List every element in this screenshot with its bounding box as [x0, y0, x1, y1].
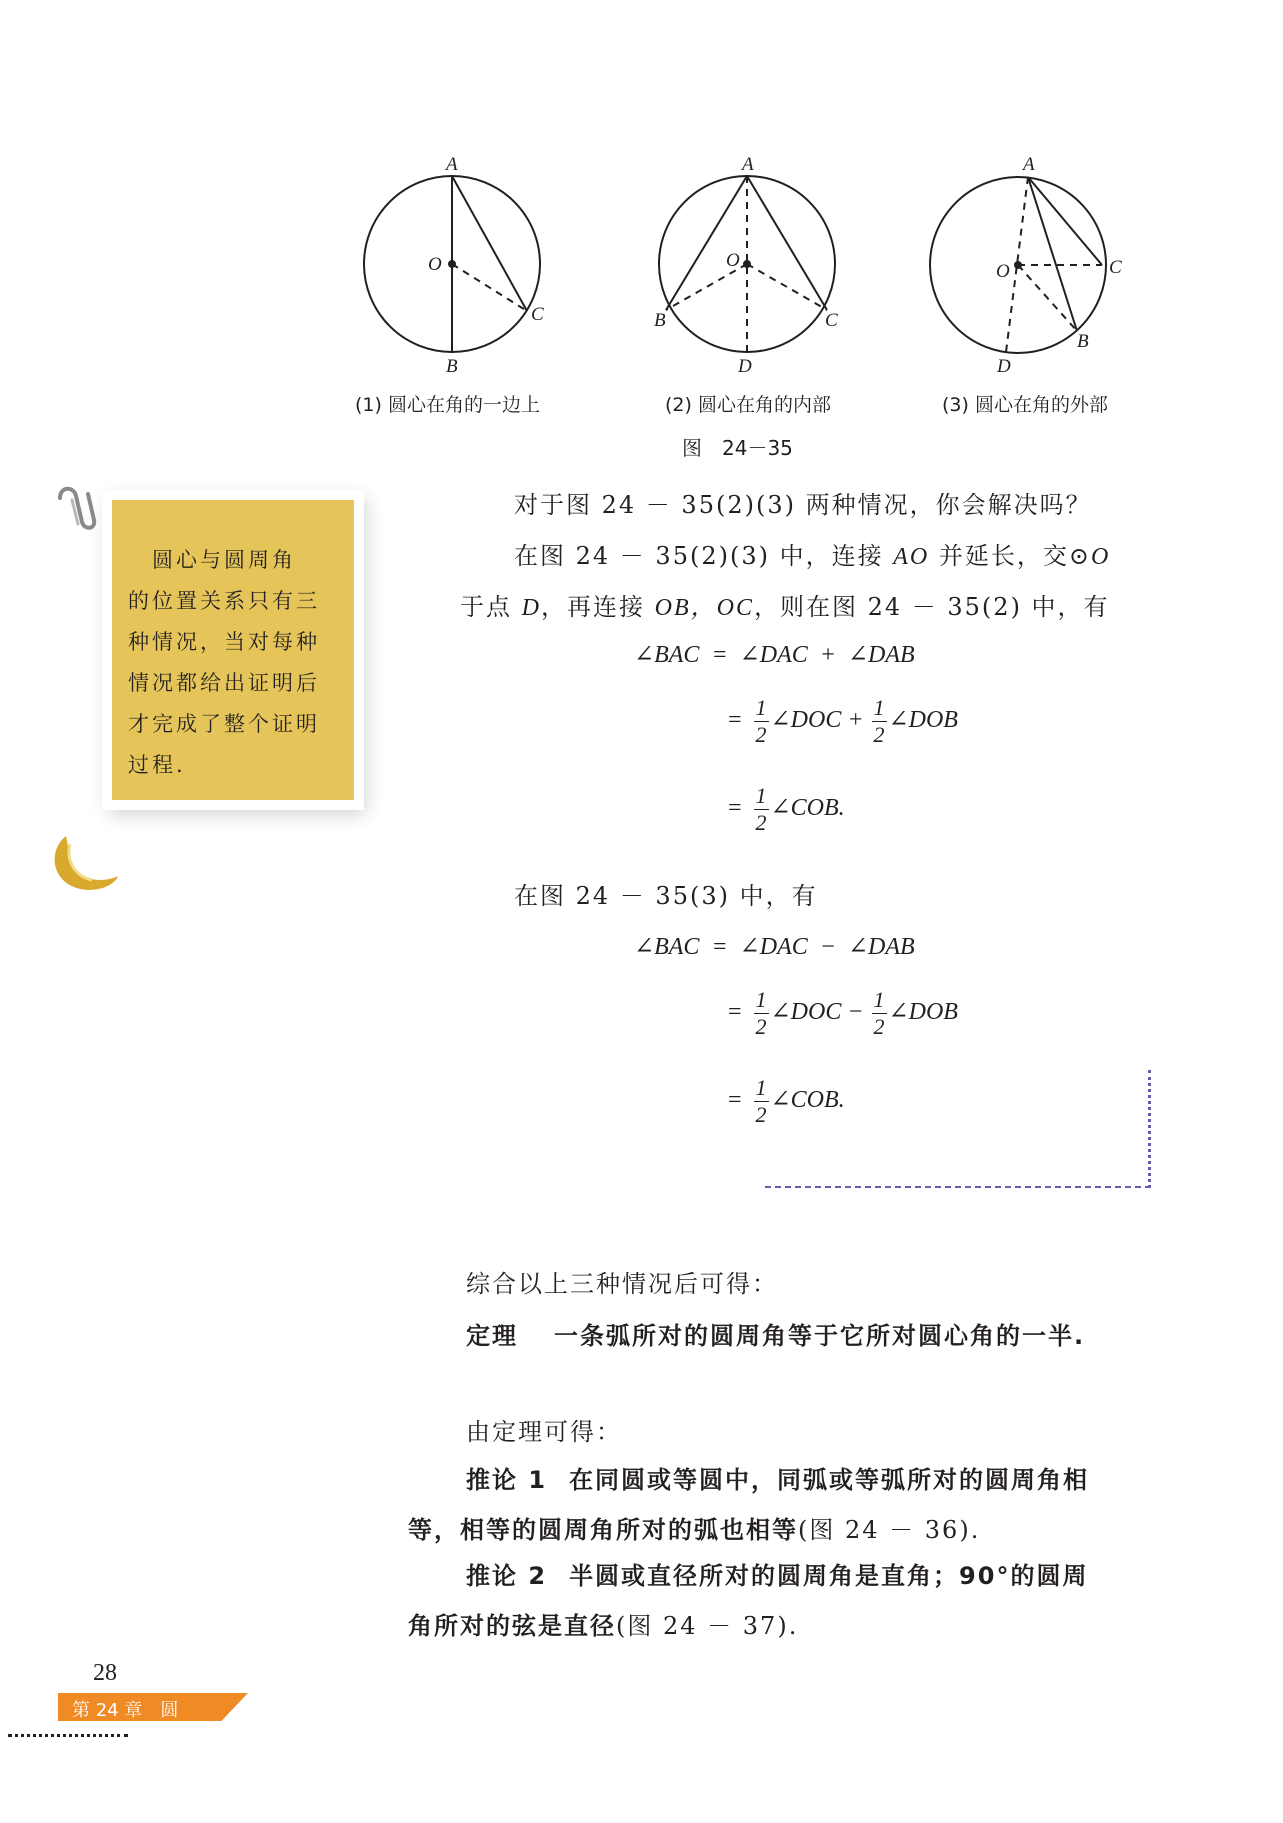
line-AB [666, 176, 747, 310]
label-C: C [1109, 257, 1122, 278]
derive-intro: 由定理可得： [466, 1418, 622, 1446]
label-O: O [726, 250, 740, 271]
figure-caption-1: (1) 圆心在角的一边上 [355, 394, 540, 416]
center-dot [1015, 262, 1021, 268]
figure-panel-1 [364, 176, 540, 352]
figure-title: 图 24－35 [682, 436, 793, 460]
note-line: 的位置关系只有三 [128, 589, 320, 613]
theorem: 定理 一条弧所对的圆周角等于它所对圆心角的一半. [466, 1322, 1086, 1350]
proof2-line-1: ∠BAC = ∠DAC − ∠DAB [634, 934, 915, 960]
line-OC [747, 264, 827, 310]
figure-caption-2: (2) 圆心在角的内部 [665, 394, 831, 416]
note-line: 过程. [128, 753, 186, 777]
chapter-label: 第 24 章 圆 [72, 1700, 179, 1721]
paperclip-icon [52, 478, 152, 538]
note-line: 才完成了整个证明 [128, 712, 320, 736]
note-line: 种情况，当对每种 [128, 630, 320, 654]
paragraph-line-2: 于点 D，再连接 OB，OC，则在图 24 － 35(2) 中，有 [460, 593, 1110, 621]
dashed-border-right [1148, 1070, 1151, 1188]
label-D: D [997, 356, 1011, 377]
label-C: C [531, 304, 544, 325]
proof1-line-3: = $\frac{1}{2}$ ∠COB. [728, 783, 845, 835]
center-dot [744, 261, 750, 267]
note-line: 情况都给出证明后 [128, 671, 320, 695]
dashed-border-bottom [765, 1186, 1151, 1188]
corollary-2-line-1: 推论 2 半圆或直径所对的圆周角是直角；90°的圆周 [466, 1562, 1089, 1590]
side-note-text [128, 540, 348, 786]
line-OC [452, 264, 527, 311]
paragraph-line-1: 在图 24 － 35(2)(3) 中，连接 AO 并延长，交⊙O [514, 542, 1111, 570]
label-B: B [654, 310, 666, 331]
label-B: B [1077, 331, 1089, 352]
label-O: O [996, 261, 1010, 282]
proof1-line-2: = $\frac{1}{2}$ ∠DOC + $\frac{1}{2}$ ∠DOB [728, 695, 958, 747]
page-number: 28 [93, 1660, 117, 1686]
paragraph-line-3: 在图 24 － 35(3) 中，有 [514, 882, 818, 910]
line-AB [1028, 177, 1077, 331]
line-AC [747, 176, 827, 310]
label-A: A [1023, 154, 1035, 175]
proof2-line-3: = $\frac{1}{2}$ ∠COB. [728, 1075, 845, 1127]
label-A: A [446, 154, 458, 175]
label-O: O [428, 254, 442, 275]
figure-panel-3 [930, 177, 1106, 353]
corollary-2-line-2: 角所对的弦是直径(图 24 － 37). [408, 1612, 799, 1640]
center-dot [449, 261, 455, 267]
line-OB [1018, 265, 1077, 331]
label-D: D [738, 356, 752, 377]
proof1-line-1: ∠BAC = ∠DAC + ∠DAB [634, 642, 915, 668]
line-AC [452, 176, 527, 311]
footer-dots [8, 1734, 128, 1737]
corollary-1-line-1: 推论 1 在同圆或等圆中，同弧或等弧所对的圆周角相 [466, 1466, 1090, 1494]
label-A: A [742, 154, 754, 175]
question-line: 对于图 24 － 35(2)(3) 两种情况，你会解决吗？ [514, 491, 1092, 519]
figure-panel-2 [659, 176, 835, 352]
summary-intro: 综合以上三种情况后可得： [466, 1270, 778, 1298]
note-line: 圆心与圆周角 [128, 548, 296, 572]
corollary-1-line-2: 等，相等的圆周角所对的弧也相等(图 24 － 36). [408, 1516, 981, 1544]
label-C: C [825, 310, 838, 331]
label-B: B [446, 356, 458, 377]
proof2-line-2: = $\frac{1}{2}$ ∠DOC − $\frac{1}{2}$ ∠DOB [728, 987, 958, 1039]
moon-icon [44, 830, 124, 900]
figure-caption-3: (3) 圆心在角的外部 [942, 394, 1108, 416]
